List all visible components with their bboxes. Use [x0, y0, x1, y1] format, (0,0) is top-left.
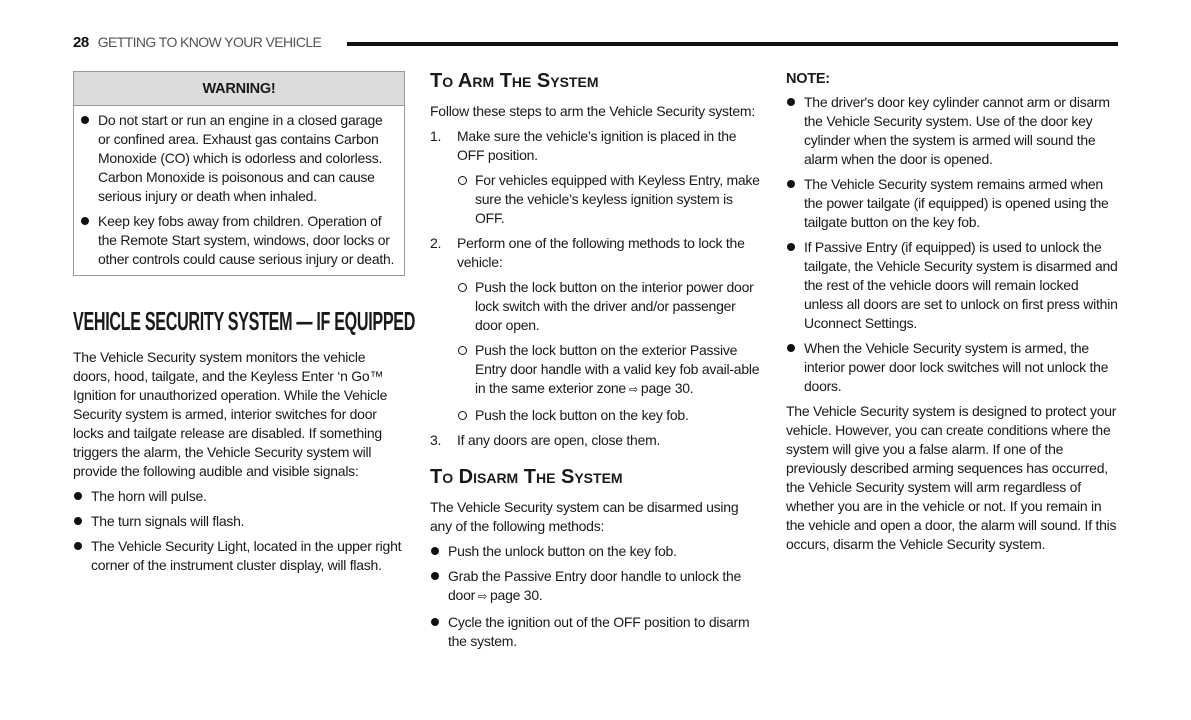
section-heading: VEHICLE SECURITY SYSTEM — IF EQUIPPED — [73, 306, 416, 336]
page-ref-link[interactable]: page 30. — [640, 380, 694, 396]
page-ref-link[interactable]: page 30. — [490, 587, 543, 603]
arm-step: 1. Make sure the vehicle’s ignition is placed in the OFF position. For vehicles equipped with Keyless Entry, make sure the vehicle’s keyless ignition system is OFF. — [430, 127, 762, 228]
arrow-right-icon: ⇨ — [628, 384, 638, 396]
arm-intro: Follow these steps to arm the Vehicle Security system: — [430, 103, 755, 119]
column-2 — [430, 70, 762, 657]
signal-item: The turn signals will flash. — [73, 512, 405, 531]
arm-substep: Push the lock button on the interior power door lock switch with the driver and/or passenger door open. — [457, 278, 762, 335]
warning-box — [73, 71, 405, 276]
warning-title: WARNING! — [74, 72, 404, 106]
page-number: 28 — [73, 34, 89, 51]
note-item: The Vehicle Security system remains armed when the power tailgate (if equipped) is opened using the tailgate button on the key fob. — [786, 175, 1118, 232]
page-header — [73, 33, 321, 52]
arm-step: 3. If any doors are open, close them. — [430, 432, 661, 448]
note-item: When the Vehicle Security system is armed, the interior power door lock switches will not unlock the doors. — [786, 339, 1118, 396]
security-intro: The Vehicle Security system monitors the vehicle doors, hood, tailgate, and the Keyless Enter ‘n Go™ Ignition for unauthorized operation. While the Vehicle Security system is armed, interior switches for door locks and tailgate release are disabled. If something triggers the alarm, the Vehicle Security system will provide the following audible and visible signals: — [73, 349, 388, 479]
disarm-heading: To Disarm The System — [430, 466, 623, 488]
header-rule — [347, 42, 1118, 46]
note-item: The driver's door key cylinder cannot arm or disarm the Vehicle Security system. Use of the door key cylinder when the system is armed will sound the alarm when the door is opened. — [786, 93, 1118, 169]
arm-substep: Push the lock button on the key fob. — [457, 406, 762, 425]
disarm-item: Cycle the ignition out of the OFF position to disarm the system. — [430, 613, 762, 651]
disarm-item: Grab the Passive Entry door handle to unlock the door ⇨ page 30. — [430, 567, 762, 607]
warning-item: Do not start or run an engine in a closed garage or confined area. Exhaust gas contains Carbon Monoxide (CO) which is odorless and colorless. Carbon Monoxide is poisonous and can cause serious injury or death when inhaled. — [80, 111, 396, 206]
arm-heading: To Arm The System — [430, 70, 599, 92]
note-item: If Passive Entry (if equipped) is used to unlock the tailgate, the Vehicle Security system is disarmed and the rest of the vehicle doors will remain locked unless all doors are set to unlock on first press within Uconnect Settings. — [786, 238, 1118, 333]
column-3 — [786, 70, 1118, 560]
signal-item: The Vehicle Security Light, located in the upper right corner of the instrument cluster display, will flash. — [73, 537, 405, 575]
warning-item: Keep key fobs away from children. Operation of the Remote Start system, windows, door locks or other controls could cause serious injury or death. — [80, 212, 396, 269]
note-closing: The Vehicle Security system is designed to protect your vehicle. However, you can create conditions where the system will give you a false alarm. If one of the previously described arming sequences has occurred, the Vehicle Security system will arm regardless of whether you are in the vehicle or not. If you remain in the vehicle and open a door, the alarm will sound. If this occurs, disarm the Vehicle Security system. — [786, 403, 1117, 552]
arm-substep: For vehicles equipped with Keyless Entry, make sure the vehicle’s keyless ignition system is OFF. — [457, 171, 762, 228]
note-label: NOTE: — [786, 71, 830, 87]
arrow-right-icon: ⇨ — [478, 591, 487, 603]
section-title: GETTING TO KNOW YOUR VEHICLE — [97, 34, 322, 50]
disarm-intro: The Vehicle Security system can be disarmed using any of the following methods: — [430, 499, 739, 534]
column-1 — [73, 70, 416, 581]
signal-item: The horn will pulse. — [73, 487, 405, 506]
arm-step: 2. Perform one of the following methods to lock the vehicle: Push the lock button on the interior power door lock switch with the driver and/or passenger door open. Push the lock button on the exterior Passive Entry door handle with a valid key fob avail-able in the same exterior zone ⇨ page 30. Push the lock button on the key fob. — [430, 234, 762, 425]
arm-substep: Push the lock button on the exterior Passive Entry door handle with a valid key fob avail-able in the same exterior zone ⇨ page 30. — [457, 341, 762, 400]
disarm-item: Push the unlock button on the key fob. — [430, 542, 762, 561]
